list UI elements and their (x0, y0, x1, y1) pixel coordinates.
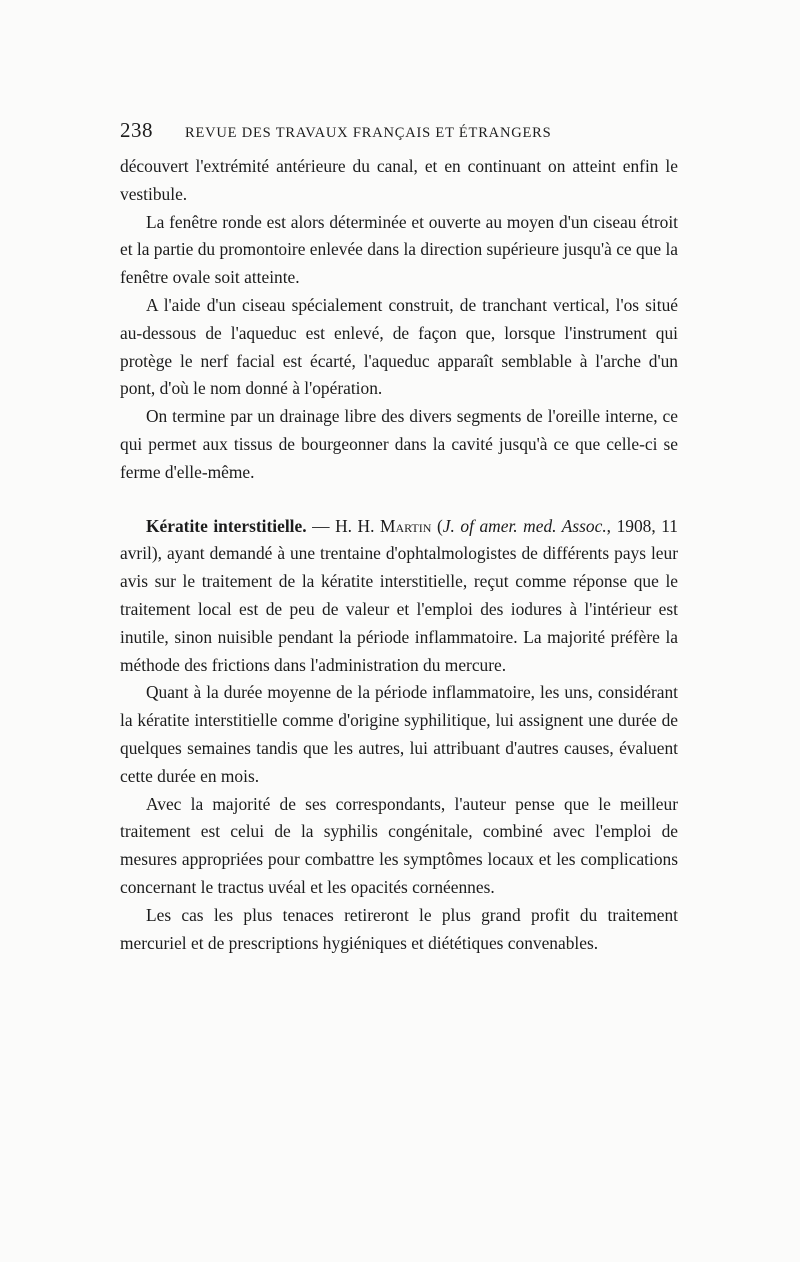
title-dash: — (306, 515, 336, 536)
paragraph: A l'aide d'un ciseau spécialement construit, de tranchant vertical, l'os situé au-dessous de l'aqueduc est enlevé, de façon que, lorsque l'instrument qui protège le nerf facial est écarté, l'aqueduc apparaît semblable à l'arche d'un pont, d'où le nom donné à l'opération. (120, 294, 678, 399)
paragraph: découvert l'extrémité antérieure du canal, et en continuant on atteint enfin le vestibule. (120, 156, 678, 204)
page-text (120, 118, 678, 957)
journal-citation: J. of amer. med. Assoc. (442, 515, 607, 536)
paragraph: On termine par un drainage libre des divers segments de l'oreille interne, ce qui permet aux tissus de bourgeonner dans la cavité jusqu'à ce que celle-ci se ferme d'elle-même. (120, 406, 678, 482)
paragraph: Quant à la durée moyenne de la période inflammatoire, les uns, considérant la kératite interstitielle comme d'origine syphilitique, lui assignent une durée de quelques semaines tandis que les autres, lui attribuant d'autres causes, évaluent cette durée en mois. (120, 682, 678, 786)
running-title: REVUE DES TRAVAUX FRANÇAIS ET ÉTRANGERS (185, 125, 552, 141)
article-title: Kératite interstitielle. (146, 515, 307, 536)
page-number: 238 (120, 118, 153, 142)
paragraph: Les cas les plus tenaces retireront le plus grand profit du traitement mercuriel et de prescriptions hygiéniques et diététiques convenables. (120, 904, 678, 953)
article-author: H. H. Martin (335, 515, 432, 536)
paragraph: La fenêtre ronde est alors déterminée et ouverte au moyen d'un ciseau étroit et la partie du promontoire enlevée dans la direction supérieure jusqu'à ce que la fenêtre ovale soit atteinte. (120, 211, 678, 288)
article-intro-text: , 1908, 11 avril), ayant demandé à une trentaine d'ophtalmologistes de différents pays leur avis sur le traitement de la kératite interstitielle, reçut comme réponse que le traitement local est de peu de valeur et l'emploi des iodures à l'intérieur est inutile, sinon nuisible pendant la période inflammatoire. La majorité préfère la méthode des frictions dans l'administration du mercure. (120, 515, 679, 675)
running-head (120, 118, 678, 143)
article-intro-paragraph (120, 513, 678, 680)
paragraph: Avec la majorité de ses correspondants, l'auteur pense que le meilleur traitement est celui de la syphilis congénitale, combiné avec l'emploi de mesures appropriées pour combattre les symptômes locaux et les complications concernant le tractus uvéal et les opacités cornéennes. (120, 793, 678, 897)
citation-open: ( (431, 515, 443, 536)
article-section (120, 513, 678, 958)
